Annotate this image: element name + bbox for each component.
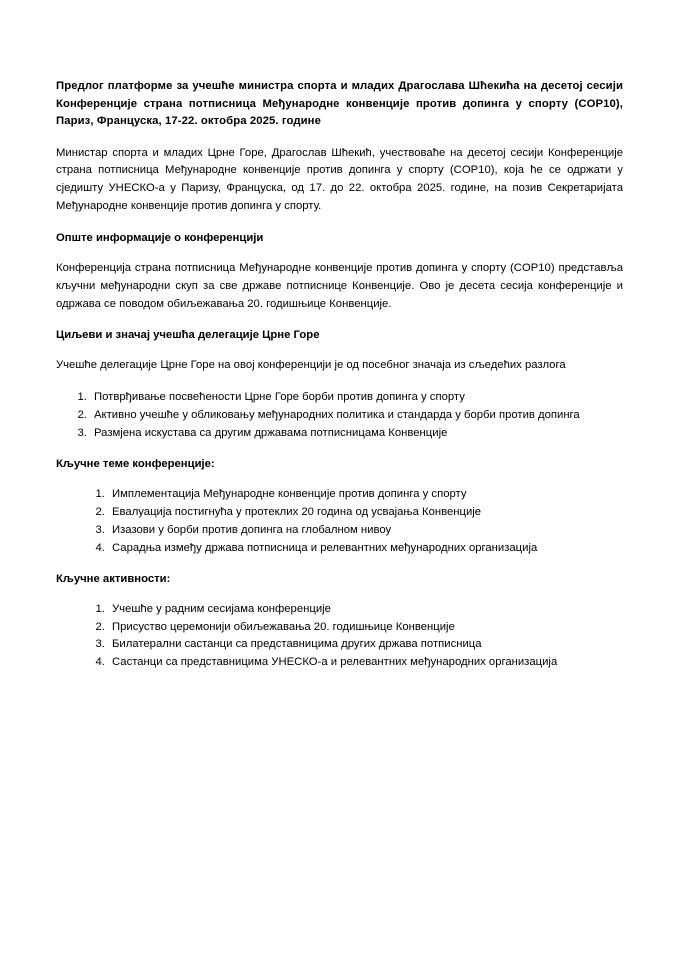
list-item: 1. Имплементација Међународне конвенције против допинга у спорту <box>108 486 623 503</box>
list-item: 1. Учешће у радним сесијама конференције <box>108 601 623 618</box>
key-topics-list <box>56 486 623 557</box>
document-title: Предлог платформе за учешће министра спорта и младих Драгослава Шћекића на десетој сесији Конференције страна потписница Међународне конвенције против допинга у спорту (COP10), Париз, Француска, 17-22. октобра 2025. године <box>56 80 623 127</box>
list-item: 2. Активно учешће у обликовању међународних политика и стандарда у борби против допинга <box>90 407 623 424</box>
section-heading-key-topics: Кључне теме конференције: <box>56 457 215 470</box>
list-item: 3. Изазови у борби против допинга на глобалном нивоу <box>108 522 623 539</box>
intro-paragraph: Министар спорта и младих Црне Горе, Драгослав Шћекић, учествоваће на десетој сесији Конференције страна потписница Међународне конвенције против допинга у спорту (COP10), која ће се одржати у сједишту УНЕСКО-а у Паризу, Француска, од 17. до 22. октобра 2025. године, на позив Секретаријата Међународне конвенције против допинга у спорту. <box>56 146 623 213</box>
key-activities-list <box>56 601 623 672</box>
section-paragraph-general-info: Конференција страна потписница Међународне конвенције против допинга у спорту (COP10) представља кључни међународни скуп за све државе потписнице Конвенције. Ово је десета сесија конференције и одржава се поводом обиљежавања 20. годишњице Конвенције. <box>56 261 623 310</box>
list-item: 1. Потврђивање посвећености Црне Горе борби против допинга у спорту <box>90 389 623 406</box>
section-heading-general-info: Опште информације о конференцији <box>56 231 264 244</box>
goals-list <box>56 389 623 442</box>
list-item: 2. Присуство церемонији обиљежавања 20. годишњице Конвенције <box>108 619 623 636</box>
list-item: 3. Размјена искустава са другим државама потписницама Конвенције <box>90 425 623 442</box>
list-item: 4. Састанци са представницима УНЕСКО-а и релевантних међународних организација <box>108 654 623 671</box>
section-heading-key-activities: Кључне активности: <box>56 572 171 585</box>
list-item: 2. Евалуација постигнућа у протеклих 20 година од усвајања Конвенције <box>108 504 623 521</box>
list-item: 3. Билатерални састанци са представницима других држава потписница <box>108 636 623 653</box>
section-heading-goals: Циљеви и значај учешћа делегације Црне Горе <box>56 329 320 342</box>
list-item: 4. Сарадња између држава потписница и релевантних међународних организација <box>108 540 623 557</box>
section-paragraph-goals: Учешће делегације Црне Горе на овој конференцији је од посебног значаја из сљедећих разлога <box>56 359 566 372</box>
